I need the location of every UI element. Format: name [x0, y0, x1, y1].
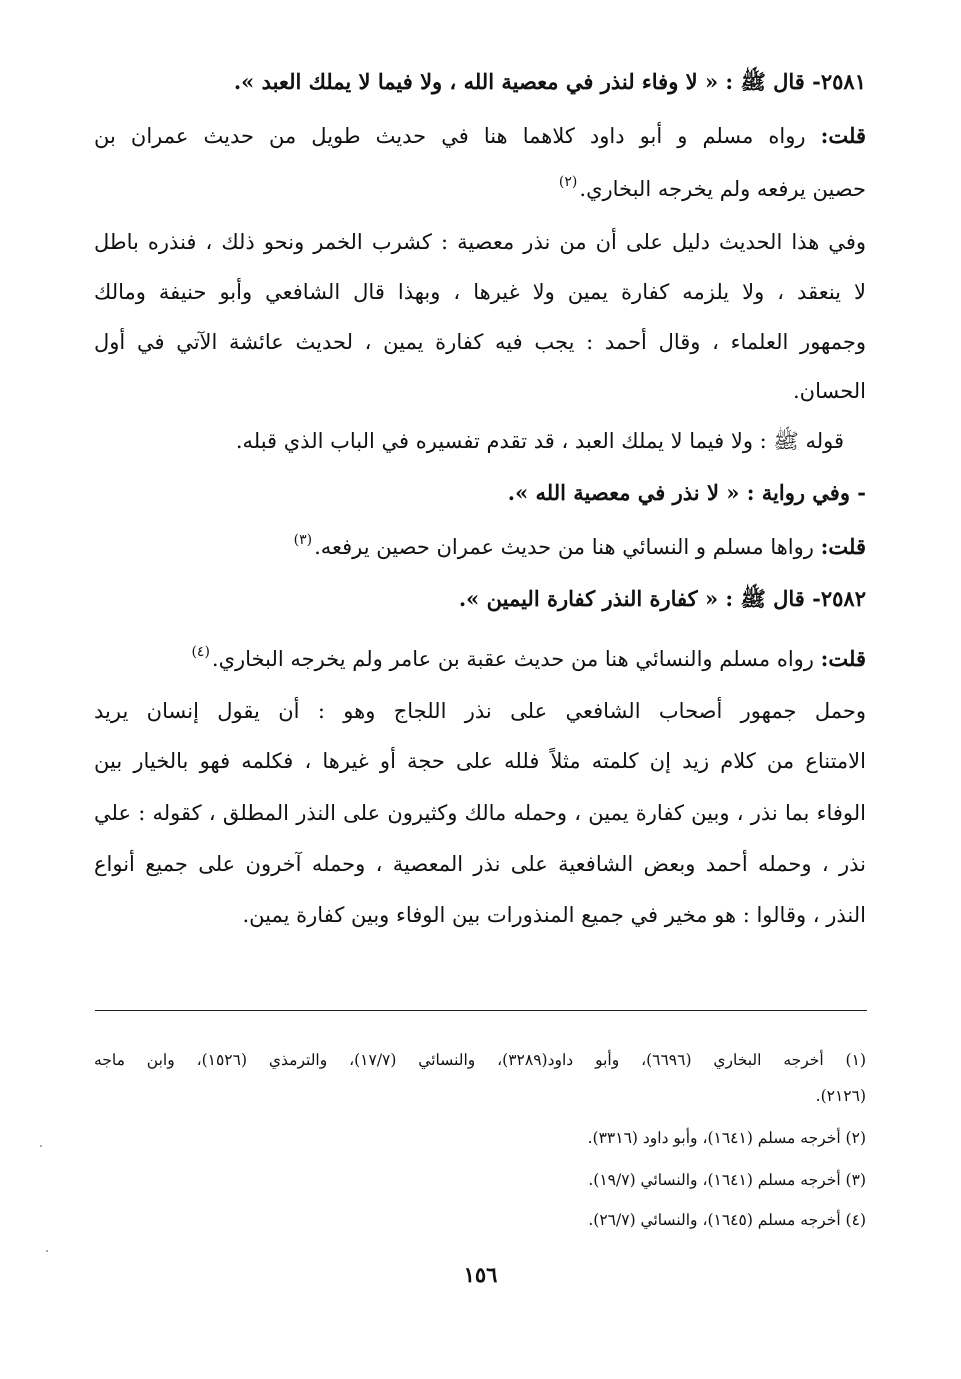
paragraph-line: الوفاء بما نذر ، وبين كفارة يمين ، وحمله مالك وكثيرون على النذر المطلق ، كقوله : علي — [94, 801, 866, 825]
qult-text: رواه مسلم و أبو داود كلاهما هنا في حديث طويل من حديث عمران بن — [94, 124, 806, 148]
page-number: ١٥٦ — [463, 1262, 498, 1287]
footnote-4: (٤) أخرجه مسلم (١٦٤٥)، والنسائي (٢٦/٧). — [588, 1211, 866, 1229]
hadith-intro: قال ﷺ : — [725, 586, 805, 611]
qult-line — [94, 174, 866, 207]
qult-line — [94, 644, 866, 677]
footnote-1: (١) أخرجه البخاري (٦٦٩٦)، وأبو داود(٣٢٨٩)، والنسائي (١٧/٧)، والترمذي (١٥٢٦)، وابن ماجه — [94, 1051, 866, 1069]
paragraph-line: الامتناع من كلام زيد إن كلمته مثلاً فلله على حجة أو غيرها ، فكلمه فهو بالخيار بين — [94, 749, 866, 773]
hadith-text: « كفارة النذر كفارة اليمين ». — [458, 586, 719, 611]
paragraph-line: وجمهور العلماء ، وقال أحمد : يجب فيه كفارة يمين ، لحديث عائشة الآتي في أول — [94, 330, 866, 354]
hadith-number: ٢٥٨٢- — [812, 586, 866, 611]
hadith-number: ٢٥٨١- — [812, 69, 866, 94]
qult-label: قلت: — [820, 646, 866, 671]
riwaya-line — [94, 478, 866, 508]
footnote-divider — [95, 1010, 867, 1011]
footnote-3: (٣) أخرجه مسلم (١٦٤١)، والنسائي (١٩/٧). — [588, 1171, 866, 1189]
hadith-2582-line — [94, 584, 866, 614]
paragraph-line: وحمل جمهور أصحاب الشافعي على نذر اللجاج وهو : أن يقول إنسان يريد — [94, 699, 866, 723]
qult-text: رواه مسلم والنسائي هنا من حديث عقبة بن عامر ولم يخرجه البخاري. — [211, 647, 814, 671]
hadith-2581-line — [94, 67, 866, 97]
paragraph-line: وفي هذا الحديث دليل على أن من نذر معصية : كشرب الخمر ونحو ذلك ، فنذره باطل — [94, 230, 866, 254]
qult-label: قلت: — [820, 534, 866, 559]
footnote-ref: (٢) — [558, 174, 578, 190]
riwaya-label: - وفي رواية : — [746, 480, 866, 505]
hadith-intro: قال ﷺ : — [725, 69, 805, 94]
footnote-ref: (٣) — [293, 532, 313, 548]
commentary-line: قوله ﷺ : ولا فيما لا يملك العبد ، قد تقدم تفسيره في الباب الذي قبله. — [235, 429, 844, 453]
qult-line — [94, 121, 866, 151]
scan-speck — [46, 1250, 48, 1252]
riwaya-text: « لا نذر في معصية الله ». — [507, 480, 740, 505]
footnote-1-cont: (٢١٢٦). — [815, 1087, 866, 1105]
footnote-2: (٢) أخرجه مسلم (١٦٤١)، وأبو داود (٣٣١٦). — [587, 1129, 866, 1147]
footnote-ref: (٤) — [191, 644, 210, 660]
paragraph-line: نذر ، وحمله أحمد وبعض الشافعية على نذر المعصية ، وحمله آخرون على جميع أنواع — [94, 852, 866, 876]
hadith-text: « لا وفاء لنذر في معصية الله ، ولا فيما لا يملك العبد ». — [233, 69, 719, 94]
paragraph-line: النذر ، وقالوا : هو مخير في جميع المنذورات بين الوفاء وبين كفارة يمين. — [242, 903, 866, 927]
paragraph-line: الحسان. — [792, 379, 866, 403]
qult-text: حصين يرفعه ولم يخرجه البخاري. — [579, 177, 866, 201]
paragraph-line: لا ينعقد ، ولا يلزمه كفارة يمين ولا غيرها ، وبهذا قال الشافعي وأبو حنيفة ومالك — [94, 280, 866, 304]
scan-speck — [40, 1145, 42, 1147]
qult-line — [94, 532, 866, 565]
qult-label: قلت: — [820, 123, 866, 148]
qult-text: رواها مسلم و النسائي هنا من حديث عمران حصين يرفعه. — [314, 535, 814, 559]
